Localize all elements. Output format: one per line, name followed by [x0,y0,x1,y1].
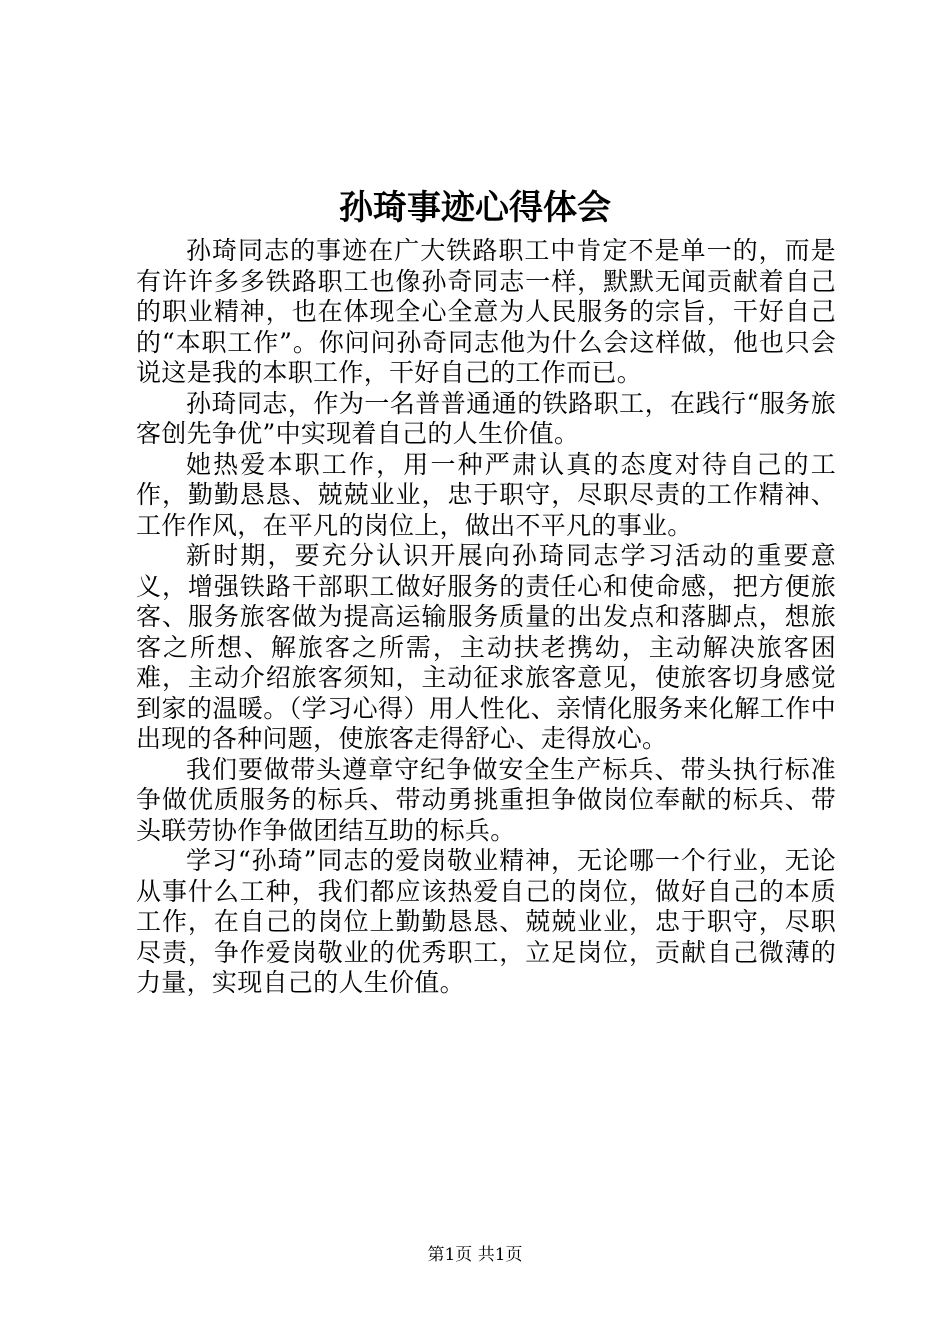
paragraph-4: 新时期，要充分认识开展向孙琦同志学习活动的重要意义，增强铁路干部职工做好服务的责任心和使命感，把方便旅客、服务旅客做为提高运输服务质量的出发点和落脚点，想旅客之所想、解旅客之所需，主动扶老携幼，主动解决旅客困难，主动介绍旅客须知，主动征求旅客意见，使旅客切身感觉到家的温暖。（学习心得）用人性化、亲情化服务来化解工作中出现的各种问题，使旅客走得舒心、走得放心。 [136,541,836,753]
page-footer: 第1页 共1页 [427,1245,523,1265]
paragraph-6: 学习“孙琦”同志的爱岗敬业精神，无论哪一个行业，无论从事什么工种，我们都应该热爱自己的岗位，做好自己的本质工作，在自己的岗位上勤勤恳恳、兢兢业业，忠于职守，尽职尽责，争作爱岗敬业的优秀职工，立足岗位，贡献自己微薄的力量，实现自己的人生价值。 [136,846,836,997]
document-body [136,236,836,999]
paragraph-1: 孙琦同志的事迹在广大铁路职工中肯定不是单一的，而是有许许多多铁路职工也像孙奇同志一样，默默无闻贡献着自己的职业精神，也在体现全心全意为人民服务的宗旨，干好自己的“本职工作”。你问问孙奇同志他为什么会这样做，他也只会说这是我的本职工作，干好自己的工作而已。 [136,236,836,387]
document-title: 孙琦事迹心得体会 [339,188,611,228]
paragraph-5: 我们要做带头遵章守纪争做安全生产标兵、带头执行标准争做优质服务的标兵、带动勇挑重担争做岗位奉献的标兵、带头联劳协作争做团结互助的标兵。 [136,754,836,845]
paragraph-3: 她热爱本职工作，用一种严肃认真的态度对待自己的工作，勤勤恳恳、兢兢业业，忠于职守，尽职尽责的工作精神、工作作风，在平凡的岗位上，做出不平凡的事业。 [136,449,836,540]
paragraph-2: 孙琦同志，作为一名普普通通的铁路职工，在践行“服务旅客创先争优”中实现着自己的人生价值。 [136,388,836,448]
